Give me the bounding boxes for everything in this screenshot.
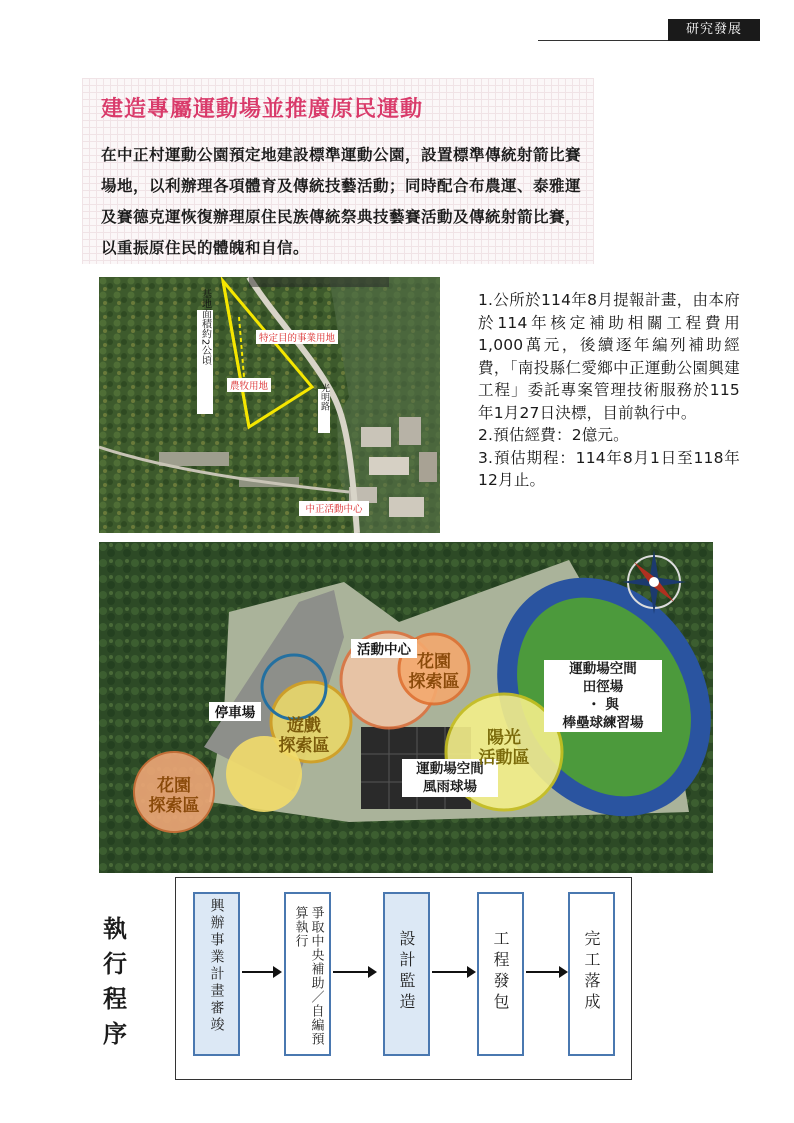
note-item: 1.公所於114年8月提報計畫，由本府於114年核定補助相關工程費用1,000萬元，後續逐年編列補助經費，「南投縣仁愛鄉中正運動公園興建工程」委託專案管理技術服務於115年1月27日決標，目前執行中。 — [478, 291, 740, 422]
note-item: 2.預估經費：2億元。 — [478, 426, 629, 444]
note-item: 3.預估期程：114年8月1日至118年12月止。 — [478, 448, 740, 489]
activity-center-label: 中正活動中心 — [305, 504, 363, 515]
procedure-flow — [175, 877, 632, 1080]
site-area-label: 基地面積約2公頃 — [199, 288, 211, 366]
plan-parking: 停車場 — [214, 705, 256, 721]
step-funding: 爭取中央補助／自編預算執行 — [284, 892, 331, 1056]
arrow-icon — [242, 971, 280, 973]
step-plan-approval: 興辦事業計畫審竣 — [193, 892, 240, 1056]
arrow-icon — [526, 971, 566, 973]
road-label: 光明路 — [319, 383, 329, 411]
plan-rain-court: 運動場空間 風雨球場 — [416, 761, 484, 795]
plan-garden-west: 花園 探索區 — [148, 776, 200, 816]
step-completion: 完工落成 — [568, 892, 615, 1056]
plan-sun-zone: 陽光 活動區 — [478, 728, 530, 768]
project-notes — [478, 289, 740, 492]
master-plan-illustration — [99, 542, 713, 873]
plan-activity-center: 活動中心 — [357, 642, 411, 658]
plan-garden-east: 花園 探索區 — [408, 652, 460, 692]
zone-farm-label: 農牧用地 — [229, 381, 269, 392]
procedure-label: 執行程序 — [103, 915, 127, 1048]
intro-paragraph: 在中正村運動公園預定地建設標準運動公園，設置標準傳統射箭比賽場地，以利辦理各項體育及傳統技藝活動；同時配合布農運、泰雅運及賽德克運恢復辦理原住民族傳統祭典技藝賽活動及傳統射箭比賽，以重振原住民的體魄和自信。 — [101, 146, 582, 257]
plan-stadium: 運動場空間 田徑場 ・ 與 棒壘球練習場 — [544, 660, 662, 732]
step-tender: 工程發包 — [477, 892, 524, 1056]
step-design-supervision: 設計監造 — [383, 892, 430, 1056]
plan-play-zone: 遊戲 探索區 — [278, 716, 330, 756]
section-title: 建造專屬運動場並推廣原民運動 — [101, 97, 424, 122]
arrow-icon — [333, 971, 375, 973]
zone-special-label: 特定目的事業用地 — [258, 333, 336, 344]
arrow-icon — [432, 971, 474, 973]
site-location-map — [99, 277, 440, 533]
section-tag: 研究發展 — [668, 19, 760, 41]
